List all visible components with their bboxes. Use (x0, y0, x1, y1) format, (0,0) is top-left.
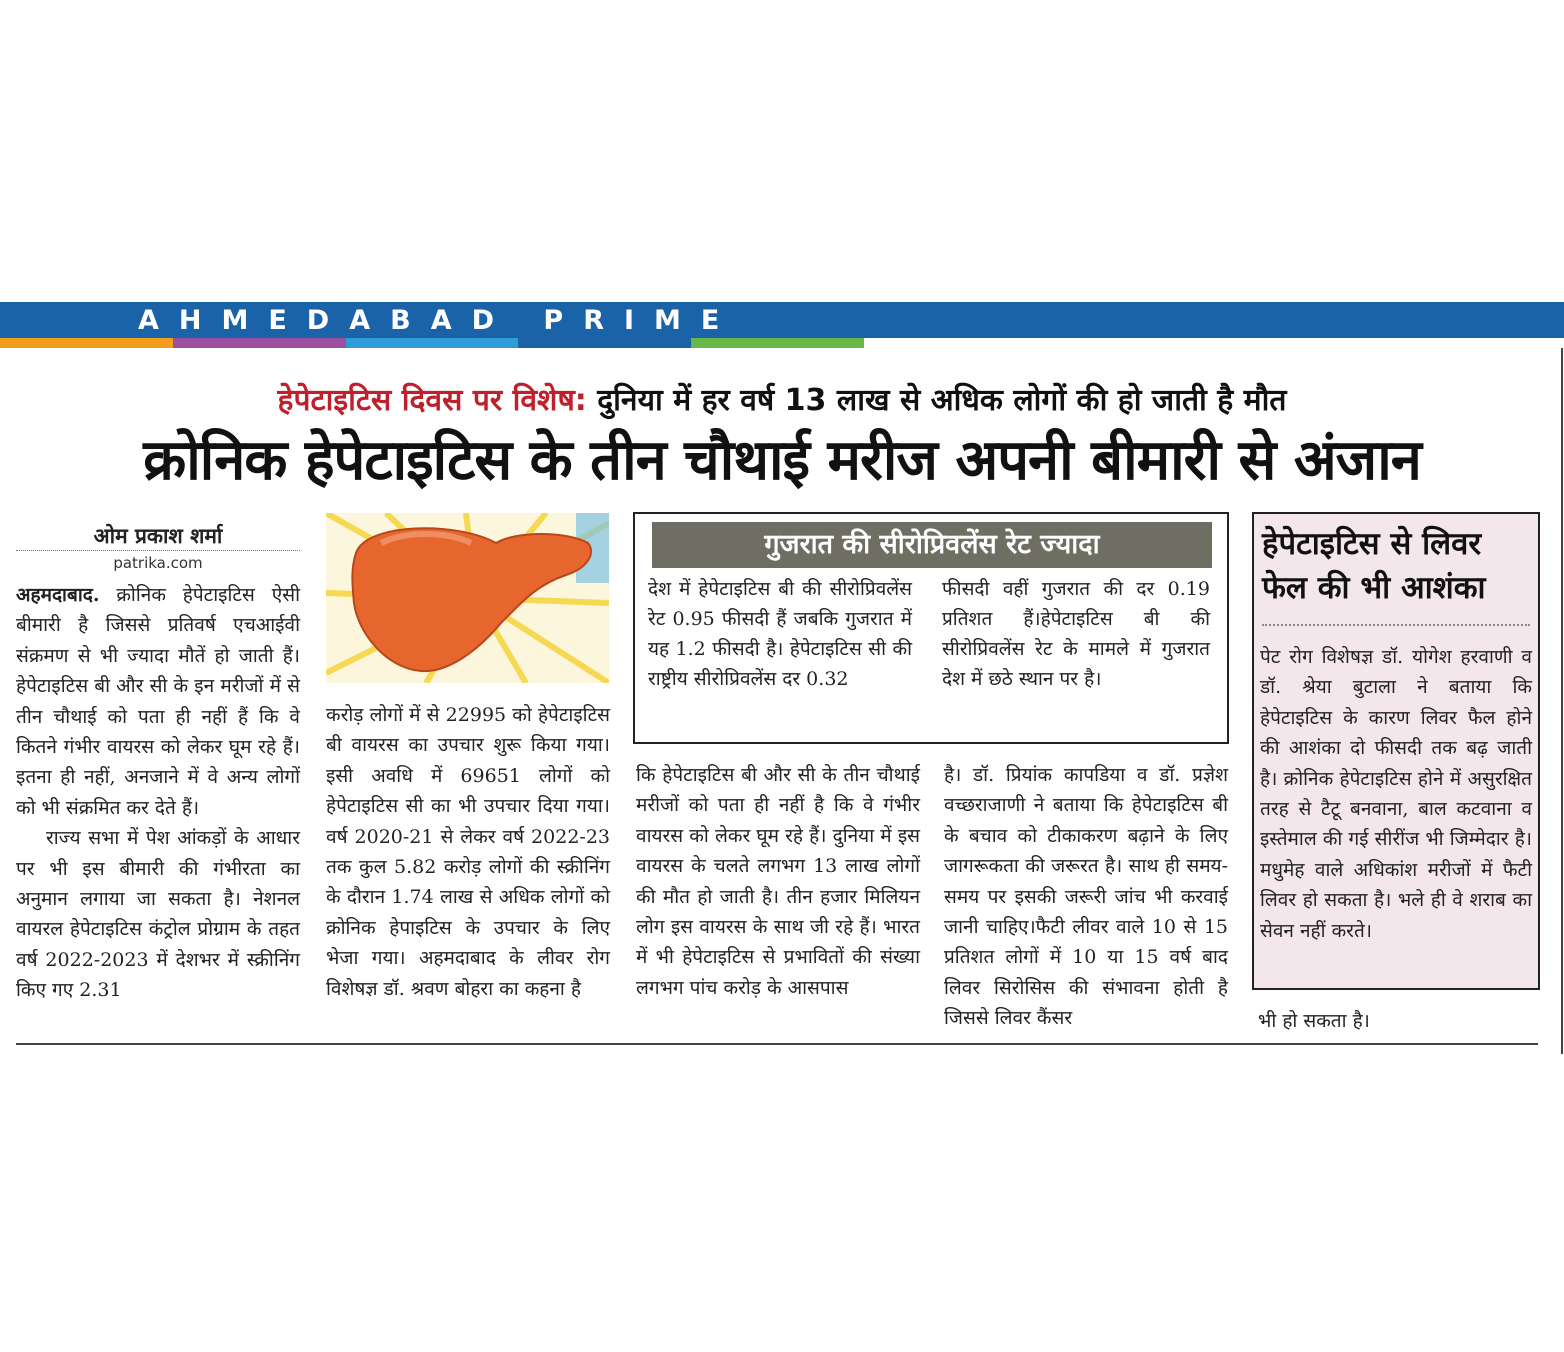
stripe (0, 338, 173, 348)
section-title: AHMEDABAD PRIME (138, 305, 740, 336)
byline-divider (16, 550, 300, 551)
kicker-text: दुनिया में हर वर्ष 13 लाख से अधिक लोगों की हो जाती है मौत (586, 383, 1287, 418)
article-column-1 (16, 580, 300, 1006)
article-paragraph: भी हो सकता है। (1258, 1010, 1370, 1032)
article-column-3 (636, 760, 920, 1003)
kicker-line (0, 378, 1564, 419)
byline-site: patrika.com (113, 554, 203, 572)
stripe (173, 338, 346, 348)
gujarat-box-text-2: फीसदी वहीं गुजरात की दर 0.19 प्रतिशत हैं।हेपेटाइटिस बी की सीरोप्रिवलेंस रेट के मामले में गुजरात देश में छठे स्थान पर है। (942, 578, 1210, 690)
article-paragraph: है। डॉ. प्रियांक कापडिया व डॉ. प्रज्ञेश वच्छराजाणी ने बताया कि हेपेटाइटिस बी के बचाव को टीकाकरण बढ़ाने के लिए जागरूकता की जरूरत है। साथ ही समय-समय पर इसकी जरूरी जांच भी करवाई जानी चाहिए।फैटी लीवर वाले 10 से 15 प्रतिशत लोगों में 10 या 15 वर्ष बाद लिवर सिरोसिस की संभावना होती है जिससे लिवर कैंसर (944, 764, 1228, 1030)
article-column-5 (1258, 1006, 1532, 1036)
stripe (346, 338, 519, 348)
article-paragraph: राज्य सभा में पेश आंकड़ों के आधार पर भी इस बीमारी की गंभीरता का अनुमान लगाया जा सकता है। नेशनल वायरल हेपेटाइटिस कंट्रोल प्रोग्राम के तहत वर्ष 2022-2023 में देशभर में स्क्रीनिंग किए गए 2.31 (16, 827, 300, 1002)
right-border (1561, 348, 1563, 1054)
article-column-4 (944, 760, 1228, 1034)
bottom-rule (16, 1043, 1538, 1045)
kicker-label: हेपेटाइटिस दिवस पर विशेष: (277, 383, 587, 418)
gujarat-box-text-1: देश में हेपेटाइटिस बी की सीरोप्रिवलेंस रेट 0.95 फीसदी हैं जबकि गुजरात में यह 1.2 फीसदी है। हेपेटाइटिस सी की राष्ट्रीय सीरोप्रिवलेंस दर 0.32 (648, 578, 912, 690)
dateline: अहमदाबाद. (16, 584, 100, 606)
article-paragraph: करोड़ लोगों में से 22995 को हेपेटाइटिस बी वायरस का उपचार शुरू किया गया। इसी अवधि में 69651 लोगों को हेपेटाइटिस सी का भी उपचार दिया गया। वर्ष 2020-21 से लेकर वर्ष 2022-23 तक कुल 5.82 करोड़ लोगों की स्क्रीनिंग के दौरान 1.74 लाख से अधिक लोगों को क्रोनिक हेपाइटिस के उपचार के लिए भेजा गया। अहमदाबाद के लीवर रोग विशेषज्ञ डॉ. श्रवण बोहरा का कहना है (326, 704, 610, 1000)
stripe (518, 338, 691, 348)
article-paragraph: कि हेपेटाइटिस बी और सी के तीन चौथाई मरीजों को पता ही नहीं है कि वे गंभीर वायरस को लेकर घूम रहे हैं। दुनिया में इस वायरस के चलते लगभग 13 लाख लोगों की मौत हो जाती है। तीन हजार मिलियन लोग इस वायरस के साथ जी रहे हैं। भारत में भी हेपेटाइटिस से प्रभावितों की संख्या लगभग पांच करोड़ के आसपास (636, 764, 920, 999)
byline-author: ओम प्रकाश शर्मा (93, 523, 223, 548)
liver-illustration-icon (326, 513, 609, 683)
paragraph-text: क्रोनिक हेपेटाइटिस ऐसी बीमारी है जिससे प्रतिवर्ष एचआईवी संक्रमण से भी ज्यादा मौतें हो जाती हैं। हेपेटाइटिस बी और सी के इन मरीजों में से तीन चौथाई को पता ही नहीं हैं कि वे कितने गंभीर वायरस को लेकर घूम रहे हैं। इतना ही नहीं, अनजाने में वे अन्य लोगों को भी संक्रमित कर देते हैं। (16, 584, 300, 819)
color-stripes (0, 338, 864, 348)
stripe (691, 338, 864, 348)
main-headline: क्रोनिक हेपेटाइटिस के तीन चौथाई मरीज अपनी बीमारी से अंजान (143, 428, 1421, 493)
side-box-divider (1262, 624, 1530, 626)
side-box-text: पेट रोग विशेषज्ञ डॉ. योगेश हरवाणी व डॉ. श्रेया बुटाला ने बताया कि हेपेटाइटिस के कारण लिवर फैल होने की आशंका दो फीसदी तक बढ़ जाती है। क्रोनिक हेपेटाइटिस होने में असुरक्षित तरह से टैटू बनवाना, बाल कटवाना व इस्तेमाल की गई सीरींज भी जिम्मेदार है। मधुमेह वाले अधिकांश मरीजों में फैटी लिवर हो सकता है। भले ही वे शराब का सेवन नहीं करते। (1260, 646, 1532, 942)
side-box-title: हेपेटाइटिस से लिवर फेल की भी आशंका (1262, 526, 1486, 606)
article-column-2 (326, 700, 610, 1004)
gujarat-box-title: गुजरात की सीरोप्रिवलेंस रेट ज्यादा (652, 522, 1212, 568)
article-paragraph (16, 580, 300, 823)
